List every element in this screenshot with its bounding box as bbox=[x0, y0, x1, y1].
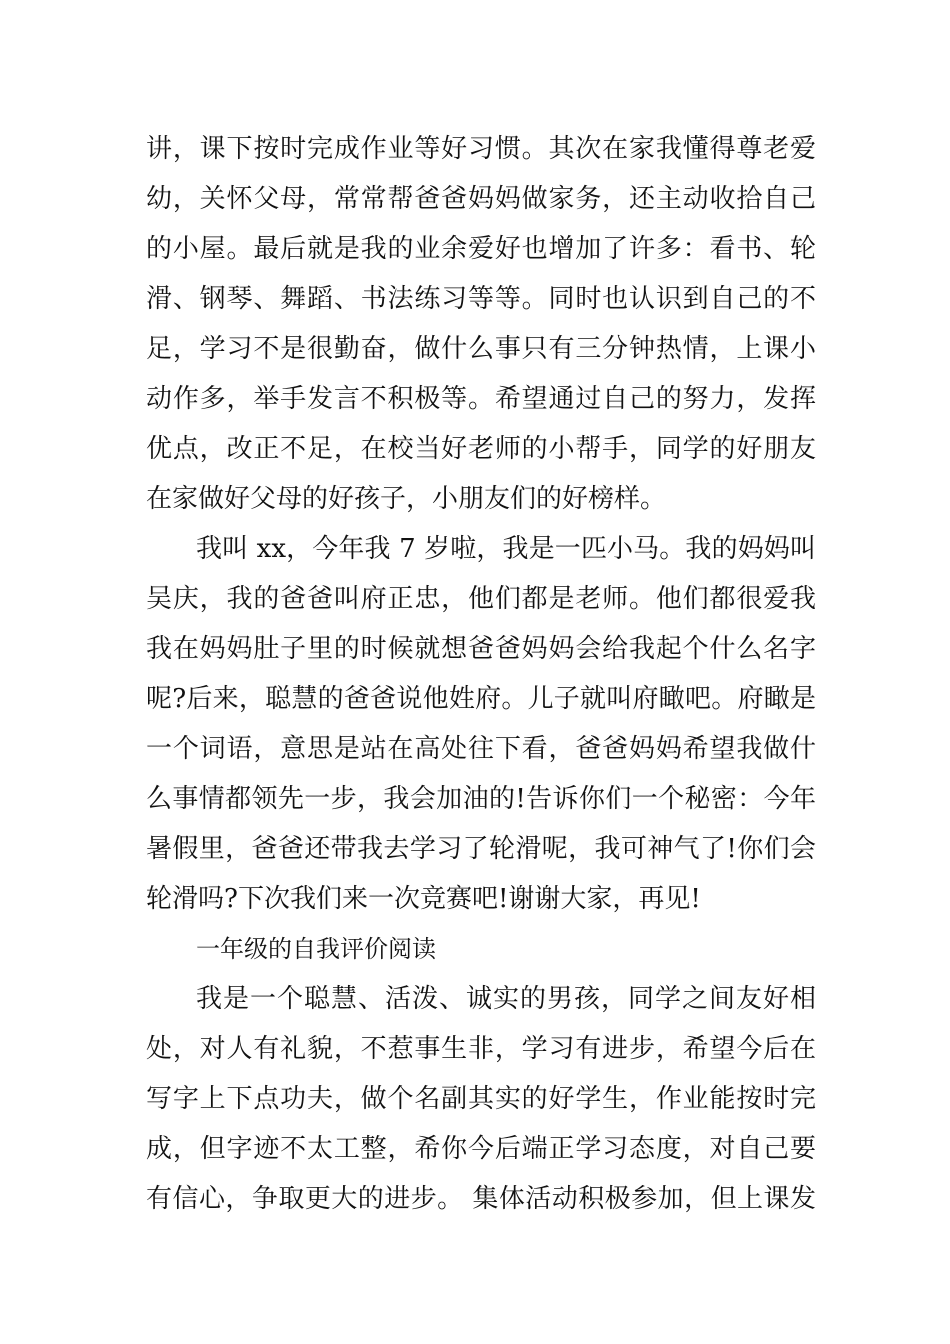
paragraph-first-line: 我是一个聪慧、活泼、诚实的男孩，同学之间友好相 bbox=[196, 984, 816, 1014]
text-line: 优点，改正不足，在校当好老师的小帮手，同学的好朋友 bbox=[146, 434, 816, 464]
text-line: 吴庆，我的爸爸叫府正忠，他们都是老师。他们都很爱我 bbox=[146, 584, 816, 614]
text-line: 轮滑吗?下次我们来一次竞赛吧!谢谢大家，再见! bbox=[146, 884, 701, 914]
text-line: 么事情都领先一步，我会加油的!告诉你们一个秘密：今年 bbox=[146, 784, 816, 814]
text-line: 动作多，举手发言不积极等。希望通过自己的努力，发挥 bbox=[146, 384, 816, 414]
text-line: 足，学习不是很勤奋，做什么事只有三分钟热情，上课小 bbox=[146, 334, 816, 364]
text-line: 暑假里，爸爸还带我去学习了轮滑呢，我可神气了!你们会 bbox=[146, 834, 816, 864]
text-line: 呢?后来，聪慧的爸爸说他姓府。儿子就叫府瞰吧。府瞰是 bbox=[146, 684, 816, 714]
text-line: 处，对人有礼貌，不惹事生非，学习有进步，希望今后在 bbox=[146, 1034, 816, 1064]
text-line: 讲，课下按时完成作业等好习惯。其次在家我懂得尊老爱 bbox=[146, 134, 816, 164]
text-line: 一个词语，意思是站在高处往下看，爸爸妈妈希望我做什 bbox=[146, 734, 816, 764]
text-line: 我在妈妈肚子里的时候就想爸爸妈妈会给我起个什么名字 bbox=[146, 634, 816, 664]
text-line: 滑、钢琴、舞蹈、书法练习等等。同时也认识到自己的不 bbox=[146, 284, 816, 314]
text-line: 在家做好父母的好孩子，小朋友们的好榜样。 bbox=[146, 484, 667, 514]
text-line: 幼，关怀父母，常常帮爸爸妈妈做家务，还主动收拾自己 bbox=[146, 184, 816, 214]
text-line: 的小屋。最后就是我的业余爱好也增加了许多：看书、轮 bbox=[146, 234, 816, 264]
text-line: 写字上下点功夫，做个名副其实的好学生，作业能按时完 bbox=[146, 1084, 816, 1114]
text-line: 成，但字迹不太工整，希你今后端正学习态度，对自己要 bbox=[146, 1134, 816, 1164]
text-line: 有信心，争取更大的进步。 集体活动积极参加，但上课发 bbox=[146, 1184, 816, 1214]
section-heading: 一年级的自我评价阅读 bbox=[196, 935, 436, 963]
paragraph-first-line: 我叫 xx，今年我 7 岁啦，我是一匹小马。我的妈妈叫 bbox=[196, 534, 816, 564]
